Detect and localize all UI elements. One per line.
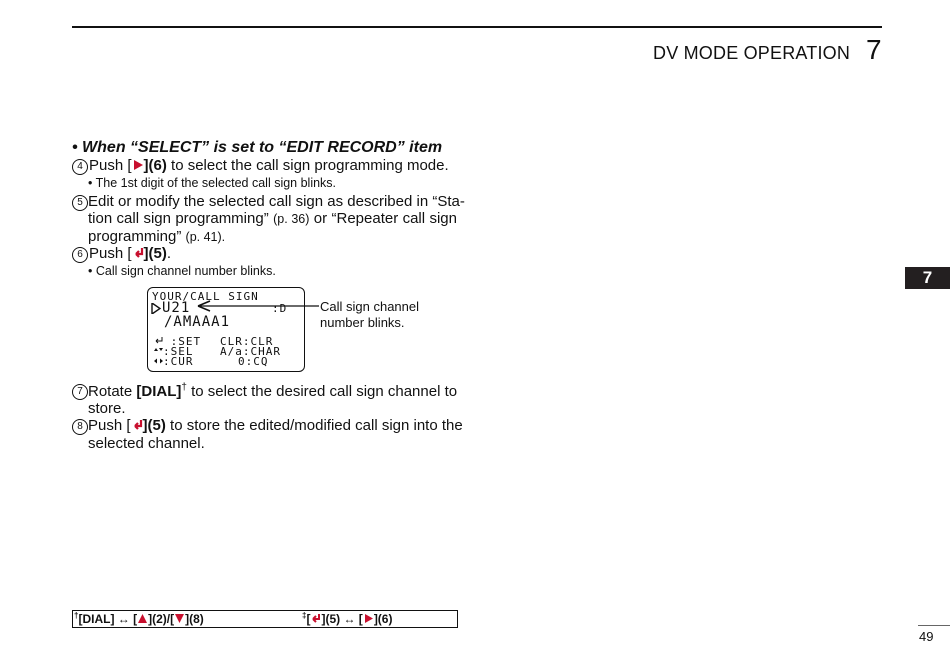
step-8-line-1: Push [ ](5) to store the edited/modified call sign into the xyxy=(88,417,463,434)
step-4-note: • The 1st digit of the selected call sign blinks. xyxy=(88,176,337,190)
section-heading: • When “SELECT” is set to “EDIT RECORD” item xyxy=(72,139,443,156)
step-5 xyxy=(72,193,89,211)
chapter-tab: 7 xyxy=(905,267,950,289)
lcd-row-sel: :SEL xyxy=(154,345,194,358)
header-title: DV MODE OPERATION xyxy=(653,43,851,63)
up-down-icon xyxy=(154,347,163,355)
left-right-icon xyxy=(154,357,163,365)
footer-key-legend xyxy=(72,610,458,628)
step-number: 8 xyxy=(72,419,88,435)
step-4: 4 Push [ ](6) to select the call sign programming mode. xyxy=(72,157,449,175)
lcd-channel-right: :D xyxy=(272,302,288,315)
lcd-callout: Call sign channel number blinks. xyxy=(320,299,420,330)
step-7-line-1: Rotate [DIAL]† to select the desired call sign channel to xyxy=(88,382,458,400)
lcd-row-cur: :CUR xyxy=(154,355,194,368)
header-rule xyxy=(72,26,882,28)
up-arrow-key-icon xyxy=(137,613,148,624)
step-number: 4 xyxy=(72,159,88,175)
lcd-cursor-icon xyxy=(151,303,161,314)
step-5-line-1: Edit or modify the selected call sign as described in “Sta- xyxy=(88,193,465,210)
down-arrow-key-icon xyxy=(174,613,185,624)
step-7-line-2: store. xyxy=(88,400,126,417)
page-number: 49 xyxy=(919,629,934,644)
step-number: 5 xyxy=(72,195,88,211)
step-5-line-2: tion call sign programming” (p. 36) or “Repeater call sign xyxy=(88,210,457,227)
page-number-rule xyxy=(918,625,950,626)
footer-dial-legend: †[DIAL] ↔ [ ](2)/[ ](8) xyxy=(74,611,204,626)
right-arrow-key-icon xyxy=(132,159,144,171)
step-7 xyxy=(72,382,89,400)
footer-enter-legend: ‡[ ](5) ↔ [ ](6) xyxy=(302,611,393,626)
lcd-row-char: A/a:CHAR xyxy=(220,345,281,358)
lcd-row-clr: CLR:CLR xyxy=(220,335,274,348)
enter-key-icon xyxy=(310,613,321,624)
step-5-line-3: programming” (p. 41). xyxy=(88,228,226,245)
lcd-row-cq: 0:CQ xyxy=(238,355,269,368)
callout-leader-line xyxy=(196,299,321,313)
enter-key-icon xyxy=(132,247,144,259)
step-6-note: • Call sign channel number blinks. xyxy=(88,264,276,278)
step-number: 7 xyxy=(72,384,88,400)
right-arrow-key-icon xyxy=(363,613,374,624)
step-6: 6 Push [ ](5). xyxy=(72,245,171,263)
lcd-channel: U21 xyxy=(162,300,191,316)
step-8-line-2: selected channel. xyxy=(88,435,205,452)
step-number: 6 xyxy=(72,247,88,263)
lcd-row-set: :SET xyxy=(154,335,201,348)
enter-key-icon xyxy=(131,419,143,431)
lcd-callsign: /AMAAA1 xyxy=(164,314,231,330)
chapter-number: 7 xyxy=(866,34,882,65)
step-8 xyxy=(72,417,89,435)
lcd-row-title: YOUR/CALL SIGN xyxy=(152,290,259,303)
enter-icon xyxy=(154,337,163,345)
